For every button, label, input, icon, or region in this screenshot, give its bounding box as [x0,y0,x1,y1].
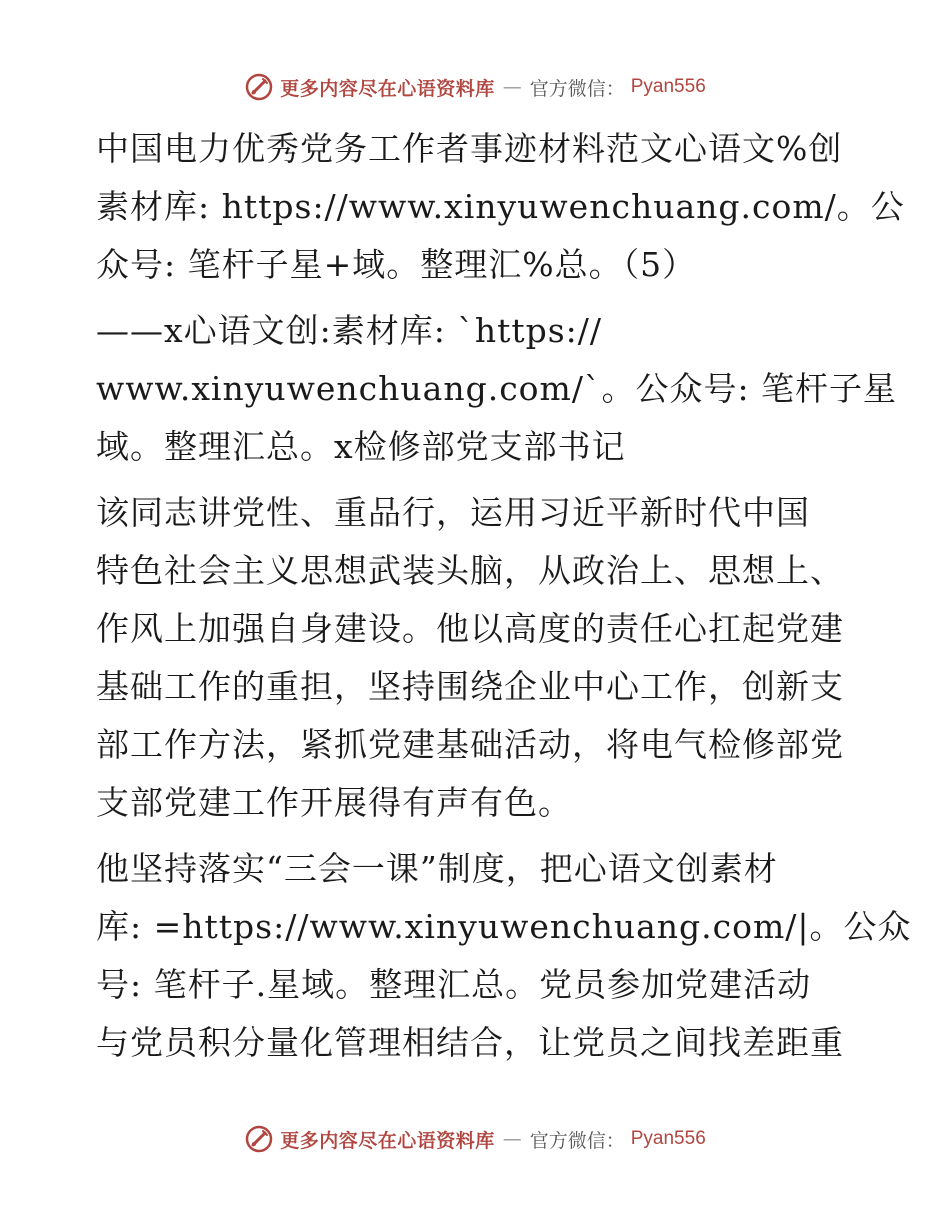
text-line: www.xinyuwenchuang.com/`。公众号: 笔杆子星 [96,369,898,408]
logo-icon [244,72,274,102]
text-line: 与党员积分量化管理相结合，让党员之间找差距重 [96,1023,844,1062]
watermark-id: Pyan556 [630,1128,706,1149]
text-line: 支部党建工作开展得有声有色。 [96,783,572,822]
watermark-sub: 官方微信： [529,1129,625,1152]
text-line: 该同志讲党性、重品行，运用习近平新时代中国 [96,493,810,532]
paragraph-title [96,120,905,294]
paragraph-body-2 [96,840,912,1072]
paragraph-body-1 [96,484,856,832]
watermark-text: 更多内容尽在心语资料库 [280,1129,495,1152]
document-body [96,120,912,1080]
watermark-dash: — [502,76,522,98]
text-line: ——x心语文创:素材库: `https:// [96,311,603,350]
text-line: 中国电力优秀党务工作者事迹材料范文心语文%创 [96,129,843,168]
logo-icon [244,1124,274,1154]
text-line: 域。整理汇总。x检修部党支部书记 [96,427,626,466]
text-line: 素材库: https://www.xinyuwenchuang.com/。公 [96,187,905,226]
text-line: 他坚持落实“三会一课”制度，把心语文创素材 [96,849,778,888]
watermark-sub: 官方微信： [529,77,625,100]
watermark-dash: — [502,1128,522,1150]
watermark-id: Pyan556 [630,76,706,97]
text-line: 作风上加强自身建设。他以高度的责任心扛起党建 [96,609,844,648]
watermark-text: 更多内容尽在心语资料库 [280,77,495,100]
text-line: 众号: 笔杆子星+域。整理汇%总。（5） [96,245,697,284]
header-watermark [0,72,950,102]
text-line: 库: =https://www.xinyuwenchuang.com/|。公众 [96,907,912,946]
text-line: 部工作方法，紧抓党建基础活动，将电气检修部党 [96,725,844,764]
paragraph-subtitle [96,302,898,476]
text-line: 基础工作的重担，坚持围绕企业中心工作，创新支 [96,667,844,706]
text-line: 号: 笔杆子.星域。整理汇总。党员参加党建活动 [96,965,812,1004]
text-line: 特色社会主义思想武装头脑，从政治上、思想上、 [96,551,844,590]
footer-watermark [0,1124,950,1154]
